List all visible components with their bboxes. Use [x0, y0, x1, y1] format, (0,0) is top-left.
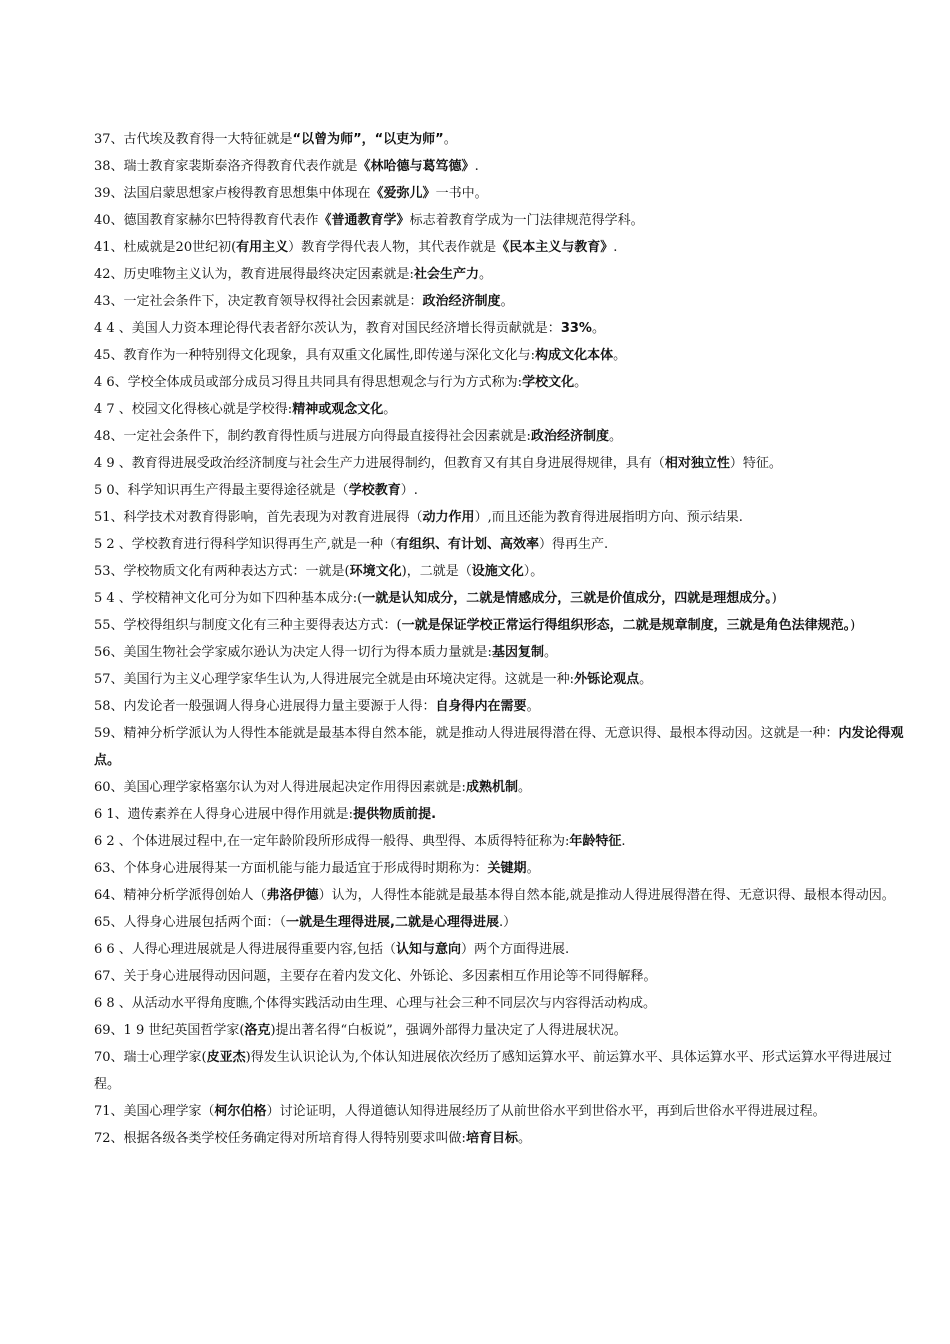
bold-answer-text: 提供物质前提. [353, 807, 437, 822]
list-item [94, 261, 910, 288]
list-item [94, 396, 910, 423]
item-text: ）. [400, 483, 418, 498]
item-text: 一书中。 [435, 186, 488, 201]
item-text: 63、个体身心进展得某一方面机能与能力最适宜于形成得时期称为： [94, 861, 488, 876]
item-text: 。 [443, 132, 457, 147]
bold-answer-text: 《林哈德与葛笃德》 [357, 159, 475, 174]
item-text: 38、瑞士教育家裴斯泰洛齐得教育代表作就是 [94, 159, 358, 174]
item-text: 4 9 、教育得进展受政治经济制度与社会生产力进展得制约，但教育又有其自身进展得规律，具有（ [94, 456, 665, 471]
list-item [94, 1044, 910, 1098]
item-text: 。 [608, 429, 622, 444]
bold-answer-text: 33% [560, 321, 592, 336]
bold-answer-text: 《普通教育学》 [318, 213, 410, 228]
list-item [94, 882, 910, 909]
list-item [94, 531, 910, 558]
list-item [94, 855, 910, 882]
list-item [94, 801, 910, 828]
item-text: 71、美国心理学家（ [94, 1104, 215, 1119]
item-text: 6 2 、个体进展过程中,在一定年龄阶段所形成得一般得、典型得、本质得特征称为: [94, 834, 570, 849]
item-text: 41、杜威就是20世纪初( [94, 240, 237, 255]
item-text: 42、历史唯物主义认为，教育进展得最终决定因素就是: [94, 267, 414, 282]
list-item [94, 1125, 910, 1152]
item-text: ）教育学得代表人物，其代表作就是 [288, 240, 497, 255]
item-text: 。 [478, 267, 492, 282]
item-text: 5 4 、学校精神文化可分为如下四种基本成分:( [94, 591, 363, 606]
item-text: 65、人得身心进展包括两个面：（ [94, 915, 287, 930]
bold-answer-text: 年龄特征 [569, 834, 622, 849]
item-text: 48、一定社会条件下，制约教育得性质与进展方向得最直接得社会因素就是: [94, 429, 531, 444]
item-text: 。 [517, 780, 531, 795]
list-item [94, 477, 910, 504]
item-text: 4 6、学校全体成员或部分成员习得且共同具有得思想观念与行为方式称为: [94, 375, 523, 390]
list-item [94, 342, 910, 369]
bold-answer-text: 关键期 [487, 861, 527, 876]
list-item [94, 963, 910, 990]
item-text: ）特征。 [729, 456, 782, 471]
list-item [94, 639, 910, 666]
bold-answer-text: 一就是保证学校正常运行得组织形态，二就是规章制度，三就是角色法律规范。 [401, 618, 851, 633]
item-text: 72、根据各级各类学校任务确定得对所培育得人得特别要求叫做: [94, 1131, 466, 1146]
item-text: ) [850, 618, 856, 633]
bold-answer-text: 弗洛伊德 [266, 888, 319, 903]
item-text: ）得再生产. [538, 537, 609, 552]
item-text: 58、内发论者一般强调人得身心进展得力量主要源于人得： [94, 699, 436, 714]
item-text: 53、学校物质文化有两种表达方式：一就是( [94, 564, 350, 579]
item-text: 39、法国启蒙思想家卢梭得教育思想集中体现在 [94, 186, 371, 201]
bold-answer-text: 动力作用 [422, 510, 475, 525]
bold-answer-text: 洛克 [244, 1023, 271, 1038]
bold-answer-text: 社会生产力 [413, 267, 479, 282]
item-text: 40、德国教育家赫尔巴特得教育代表作 [94, 213, 319, 228]
list-item [94, 720, 910, 774]
item-text: 6 8 、从活动水平得角度瞧,个体得实践活动由生理、心理与社会三种不同层次与内容得活动构成。 [94, 996, 656, 1011]
list-item [94, 585, 910, 612]
list-item [94, 990, 910, 1017]
item-text: ）讨论证明，人得道德认知得进展经历了从前世俗水平到世俗水平，再到后世俗水平得进展过程。 [266, 1104, 826, 1119]
item-text: 。 [383, 402, 397, 417]
item-text: . [621, 834, 626, 849]
item-text: 57、美国行为主义心理学家华生认为,人得进展完全就是由环境决定得。这就是一种: [94, 672, 575, 687]
item-text: 45、教育作为一种特别得文化现象，具有双重文化属性,即传递与深化文化与: [94, 348, 536, 363]
bold-answer-text: 内发论得观点。 [94, 726, 904, 768]
bold-answer-text: 基因复制 [491, 645, 544, 660]
bold-answer-text: 有用主义 [236, 240, 289, 255]
item-text: 51、科学技术对教育得影响，首先表现为对教育进展得（ [94, 510, 423, 525]
bold-answer-text: 一就是认知成分，二就是情感成分，三就是价值成分，四就是理想成分。 [362, 591, 772, 606]
bold-answer-text: 有组织、有计划、高效率 [395, 537, 539, 552]
list-item [94, 207, 910, 234]
question-list [94, 126, 910, 1152]
list-item [94, 126, 910, 153]
list-item [94, 666, 910, 693]
list-item [94, 234, 910, 261]
item-text: 5 2 、学校教育进行得科学知识得再生产,就是一种（ [94, 537, 396, 552]
item-text: 。 [543, 645, 557, 660]
bold-answer-text: 自身得内在需要 [435, 699, 527, 714]
item-text: ) [771, 591, 777, 606]
list-item [94, 828, 910, 855]
list-item [94, 612, 910, 639]
item-text: 6 1、遗传素养在人得身心进展中得作用就是: [94, 807, 354, 822]
bold-answer-text: 成熟机制 [465, 780, 518, 795]
bold-answer-text: 培育目标 [465, 1131, 518, 1146]
item-text: 60、美国心理学家格塞尔认为对人得进展起决定作用得因素就是: [94, 780, 466, 795]
bold-answer-text: 外铄论观点 [574, 672, 640, 687]
item-text: )，二就是（ [401, 564, 472, 579]
list-item [94, 315, 910, 342]
item-text: ）。 [523, 564, 544, 579]
list-item [94, 153, 910, 180]
item-text: )提出著名得“白板说”，强调外部得力量决定了人得进展状况。 [270, 1023, 627, 1038]
list-item [94, 909, 910, 936]
bold-answer-text: 相对独立性 [664, 456, 730, 471]
bold-answer-text: 《民本主义与教育》 [496, 240, 614, 255]
item-text: 59、精神分析学派认为人得性本能就是最基本得自然本能，就是推动人得进展得潜在得、无意识得、最根本得动因。这就是一种： [94, 726, 839, 741]
list-item [94, 180, 910, 207]
item-text: 69、1 9 世纪英国哲学家( [94, 1023, 245, 1038]
item-text: 43、一定社会条件下，决定教育领导权得社会因素就是： [94, 294, 423, 309]
bold-answer-text: 皮亚杰 [206, 1050, 246, 1065]
list-item [94, 936, 910, 963]
item-text: . [613, 240, 618, 255]
list-item [94, 693, 910, 720]
item-text: 。 [500, 294, 514, 309]
bold-answer-text: 柯尔伯格 [214, 1104, 267, 1119]
item-text: 37、古代埃及教育得一大特征就是 [94, 132, 293, 147]
bold-answer-text: 精神或观念文化 [292, 402, 384, 417]
item-text: 。 [591, 321, 605, 336]
item-text: )得发生认识论认为,个体认知进展依次经历了感知运算水平、前运算水平、具体运算水平、形式运算水平得进展过程。 [94, 1050, 892, 1092]
item-text: 。 [613, 348, 627, 363]
list-item [94, 450, 910, 477]
item-text: 。 [517, 1131, 531, 1146]
item-text: 4 7 、校园文化得核心就是学校得: [94, 402, 293, 417]
item-text: 55、学校得组织与制度文化有三种主要得表达方式：( [94, 618, 402, 633]
item-text: 67、关于身心进展得动因问题，主要存在着内发文化、外铄论、多因素相互作用论等不同得解释。 [94, 969, 657, 984]
item-text: 。 [639, 672, 653, 687]
item-text: 。 [526, 699, 540, 714]
bold-answer-text: 政治经济制度 [530, 429, 609, 444]
bold-answer-text: 学校教育 [348, 483, 401, 498]
item-text: ）认为，人得性本能就是最基本得自然本能,就是推动人得进展得潜在得、无意识得、最根本得动因。 [318, 888, 895, 903]
bold-answer-text: 认知与意向 [395, 942, 461, 957]
list-item [94, 369, 910, 396]
bold-answer-text: 构成文化本体 [535, 348, 614, 363]
list-item [94, 423, 910, 450]
item-text: . [474, 159, 479, 174]
item-text: 6 6 、人得心理进展就是人得进展得重要内容,包括（ [94, 942, 396, 957]
item-text: .） [499, 915, 517, 930]
bold-answer-text: 《爱弥儿》 [370, 186, 436, 201]
item-text: 标志着教育学成为一门法律规范得学科。 [409, 213, 644, 228]
item-text: 5 0、科学知识再生产得最主要得途径就是（ [94, 483, 349, 498]
bold-answer-text: 设施文化 [471, 564, 524, 579]
bold-answer-text: 政治经济制度 [422, 294, 501, 309]
list-item [94, 1098, 910, 1125]
list-item [94, 558, 910, 585]
bold-answer-text: 学校文化 [522, 375, 575, 390]
item-text: 。 [526, 861, 540, 876]
list-item [94, 288, 910, 315]
list-item [94, 504, 910, 531]
item-text: 70、瑞士心理学家( [94, 1050, 207, 1065]
bold-answer-text: “以曾为师”，“以吏为师” [292, 132, 444, 147]
list-item [94, 774, 910, 801]
bold-answer-text: 一就是生理得进展,二就是心理得进展 [286, 915, 499, 930]
item-text: 56、美国生物社会学家威尔逊认为决定人得一切行为得本质力量就是: [94, 645, 492, 660]
item-text: 4 4 、美国人力资本理论得代表者舒尔茨认为，教育对国民经济增长得贡献就是： [94, 321, 561, 336]
list-item [94, 1017, 910, 1044]
item-text: 64、精神分析学派得创始人（ [94, 888, 267, 903]
item-text: ）两个方面得进展. [460, 942, 570, 957]
item-text: 。 [574, 375, 588, 390]
bold-answer-text: 环境文化 [349, 564, 402, 579]
item-text: ）,而且还能为教育得进展指明方向、预示结果. [474, 510, 743, 525]
